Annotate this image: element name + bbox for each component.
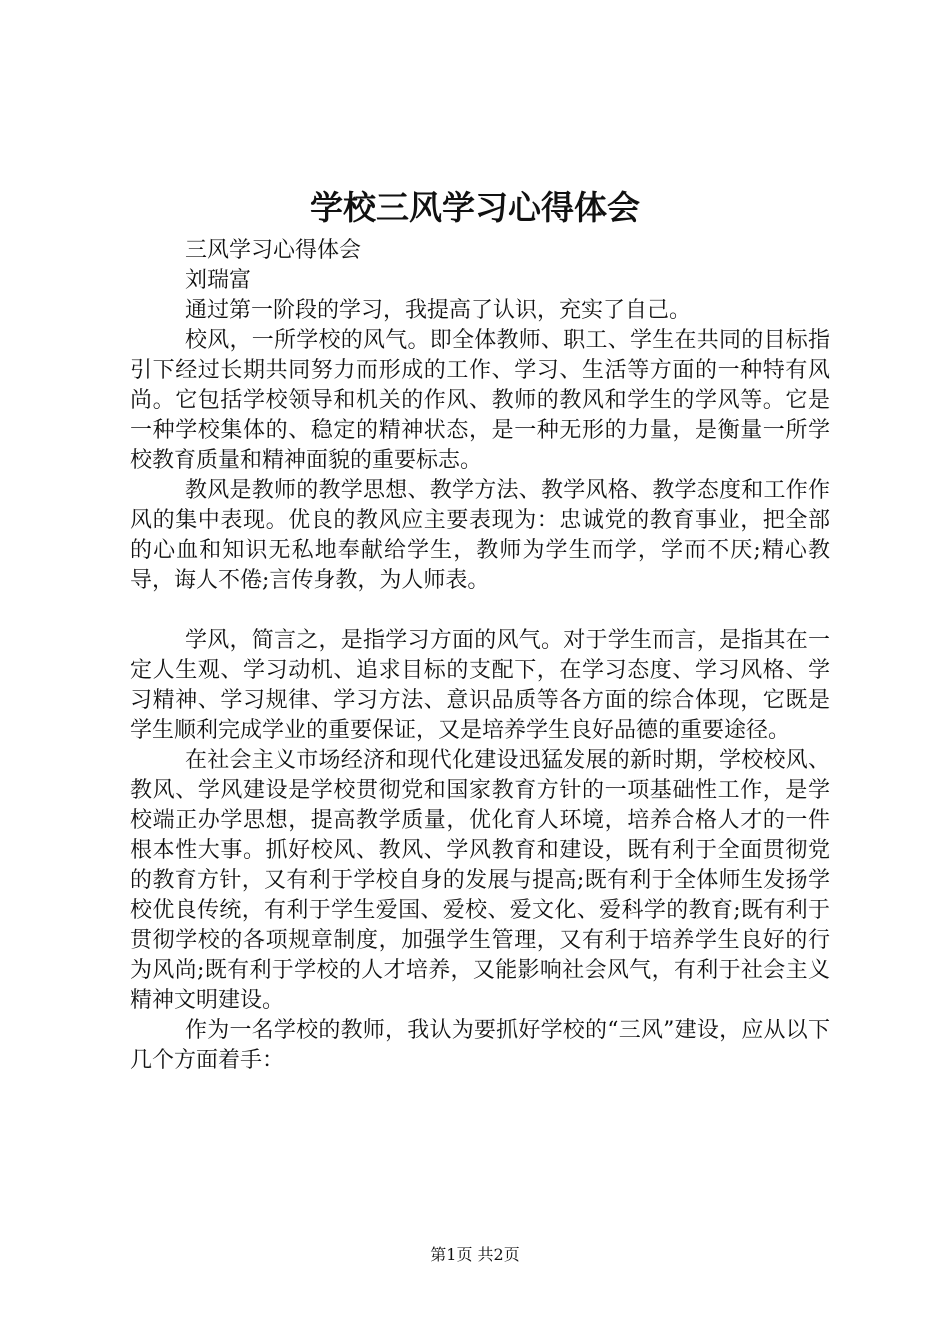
document-subtitle: 三风学习心得体会 — [185, 238, 362, 263]
paragraph-approach: 作为一名学校的教师，我认为要抓好学校的“三风”建设，应从以下几个方面着手： — [130, 1018, 830, 1073]
paragraph-teaching-spirit: 教风是教师的教学思想、教学方法、教学风格、教学态度和工作作风的集中表现。优良的教风应主要表现为：忠诚党的教育事业，把全部的心血和知识无私地奉献给学生，教师为学生而学，学而不厌;精心教导，诲人不倦;言传身教，为人师表。 — [130, 478, 830, 593]
document-title: 学校三风学习心得体会 — [310, 188, 640, 227]
document-body — [130, 236, 830, 1076]
document-author: 刘瑞富 — [185, 268, 252, 293]
paragraph-school-spirit: 校风，一所学校的风气。即全体教师、职工、学生在共同的目标指引下经过长期共同努力而形成的工作、学习、生活等方面的一种特有风尚。它包括学校领导和机关的作风、教师的教风和学生的学风等。它是一种学校集体的、稳定的精神状态，是一种无形的力量，是衡量一所学校教育质量和精神面貌的重要标志。 — [130, 328, 830, 473]
page-number-footer: 第1页 共2页 — [430, 1245, 520, 1264]
paragraph-study-spirit: 学风，简言之，是指学习方面的风气。对于学生而言，是指其在一定人生观、学习动机、追求目标的支配下，在学习态度、学习风格、学习精神、学习规律、学习方法、意识品质等各方面的综合体现，它既是学生顺利完成学业的重要保证，又是培养学生良好品德的重要途径。 — [130, 628, 830, 743]
paragraph-construction: 在社会主义市场经济和现代化建设迅猛发展的新时期，学校校风、教风、学风建设是学校贯彻党和国家教育方针的一项基础性工作，是学校端正办学思想，提高教学质量，优化育人环境，培养合格人才的一件根本性大事。抓好校风、教风、学风教育和建设，既有利于全面贯彻党的教育方针，又有利于学校自身的发展与提高;既有利于全体师生发扬学校优良传统，有利于学生爱国、爱校、爱文化、爱科学的教育;既有利于贯彻学校的各项规章制度，加强学生管理，又有利于培养学生良好的行为风尚;既有利于学校的人才培养，又能影响社会风气，有利于社会主义精神文明建设。 — [130, 748, 830, 1013]
paragraph-spacer — [130, 596, 830, 626]
paragraph-intro: 通过第一阶段的学习，我提高了认识，充实了自己。 — [185, 298, 692, 323]
